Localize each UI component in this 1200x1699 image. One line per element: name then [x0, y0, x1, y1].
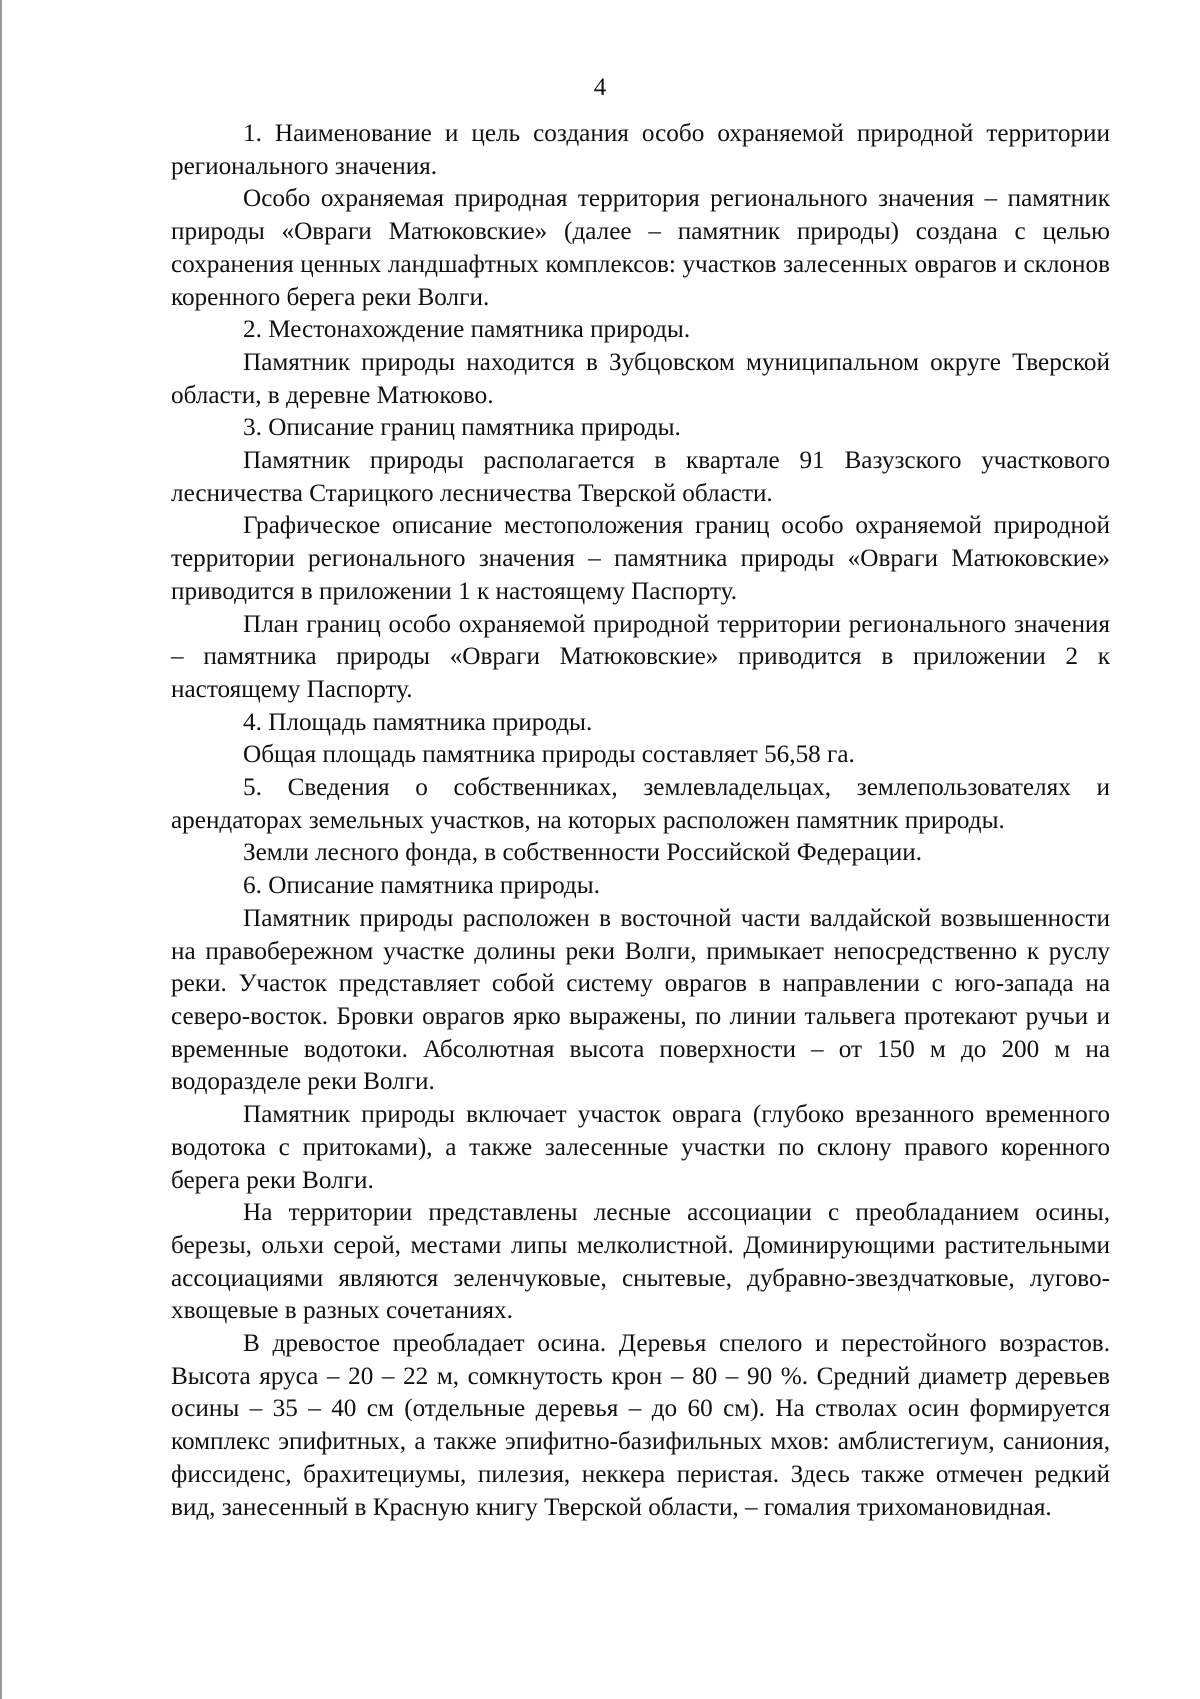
section-heading-5: 5. Сведения о собственниках, землевладельцах, землепользователях и арендаторах земельных участков, на которых расположен памятник природы. — [171, 774, 1110, 834]
section-heading-4: 4. Площадь памятника природы. — [243, 708, 593, 736]
paragraph-graphic-description: Графическое описание местоположения границ особо охраняемой природной территории регионального значения – памятника природы «Овраги Матюковские» приводится в приложении 1 к настоящему Паспорту. — [171, 512, 1110, 605]
section-heading-6: 6. Описание памятника природы. — [243, 872, 600, 900]
section-heading-2: 2. Местонахождение памятника природы. — [243, 316, 691, 344]
paragraph-ravine: Памятник природы включает участок оврага (глубоко врезанного временного водотока с притоками), а также залесенные участки по склону правого коренного берега реки Волги. — [171, 1101, 1110, 1194]
paragraph-boundaries: Памятник природы располагается в квартале 91 Вазузского участкового лесничества Старицкого лесничества Тверской области. — [171, 447, 1110, 507]
paragraph-description: Памятник природы расположен в восточной части валдайской возвышенности на правобережном участке долины реки Волги, примыкает непосредственно к руслу реки. Участок представляет собой систему оврагов в направлении с юго-запада на северо-восток. Бровки оврагов ярко выражены, по линии тальвега протекают ручьи и временные водотоки. Абсолютная высота поверхности – от 150 м до 200 м на водоразделе реки Волги. — [171, 904, 1110, 1096]
paragraph-owners: Земли лесного фонда, в собственности Российской Федерации. — [243, 839, 922, 867]
page-number: 4 — [593, 74, 607, 101]
paragraph-location: Памятник природы находится в Зубцовском муниципальном округе Тверской области, в деревне Матюково. — [171, 348, 1110, 409]
section-heading-1: 1. Наименование и цель создания особо охраняемой природной территории регионального значения. — [171, 120, 1110, 180]
paragraph-boundary-plan: План границ особо охраняемой природной территории регионального значения – памятника природы «Овраги Матюковские» приводится в приложении 2 к настоящему Паспорту. — [171, 610, 1110, 703]
paragraph-purpose: Особо охраняемая природная территория регионального значения – памятник природы «Овраги Матюковские» (далее – памятник природы) создана с целью сохранения ценных ландшафтных комплексов: участков залесенных оврагов и склонов коренного берега реки Волги. — [171, 185, 1110, 311]
paragraph-forest-stand: В древостое преобладает осина. Деревья спелого и перестойного возрастов. Высота яруса – 20 – 22 м, сомкнутость крон – 80 – 90 %. Средний диаметр деревьев осины – 35 – 40 см (отдельные деревья – до 60 см). На стволах осин формируется комплекс эпифитных, а также эпифитно-базифильных мхов: амблистегиум, саниония, фиссиденс, брахитециумы, пилезия, неккера перистая. Здесь также отмечен редкий вид, занесенный в Красную книгу Тверской области, – гомалия трихомановидная. — [171, 1330, 1110, 1521]
scan-edge — [0, 0, 2, 1699]
paragraph-associations: На территории представлены лесные ассоциации с преобладанием осины, березы, ольхи серой, местами липы мелколистной. Доминирующими растительными ассоциациями являются зеленчуковые, снытевые, дубравно-звездчатковые, лугово-хвощевые в разных сочетаниях. — [171, 1199, 1110, 1325]
paragraph-area: Общая площадь памятника природы составляет 56,58 га. — [243, 741, 855, 769]
document-body — [171, 118, 1110, 1524]
section-heading-3: 3. Описание границ памятника природы. — [243, 414, 681, 442]
